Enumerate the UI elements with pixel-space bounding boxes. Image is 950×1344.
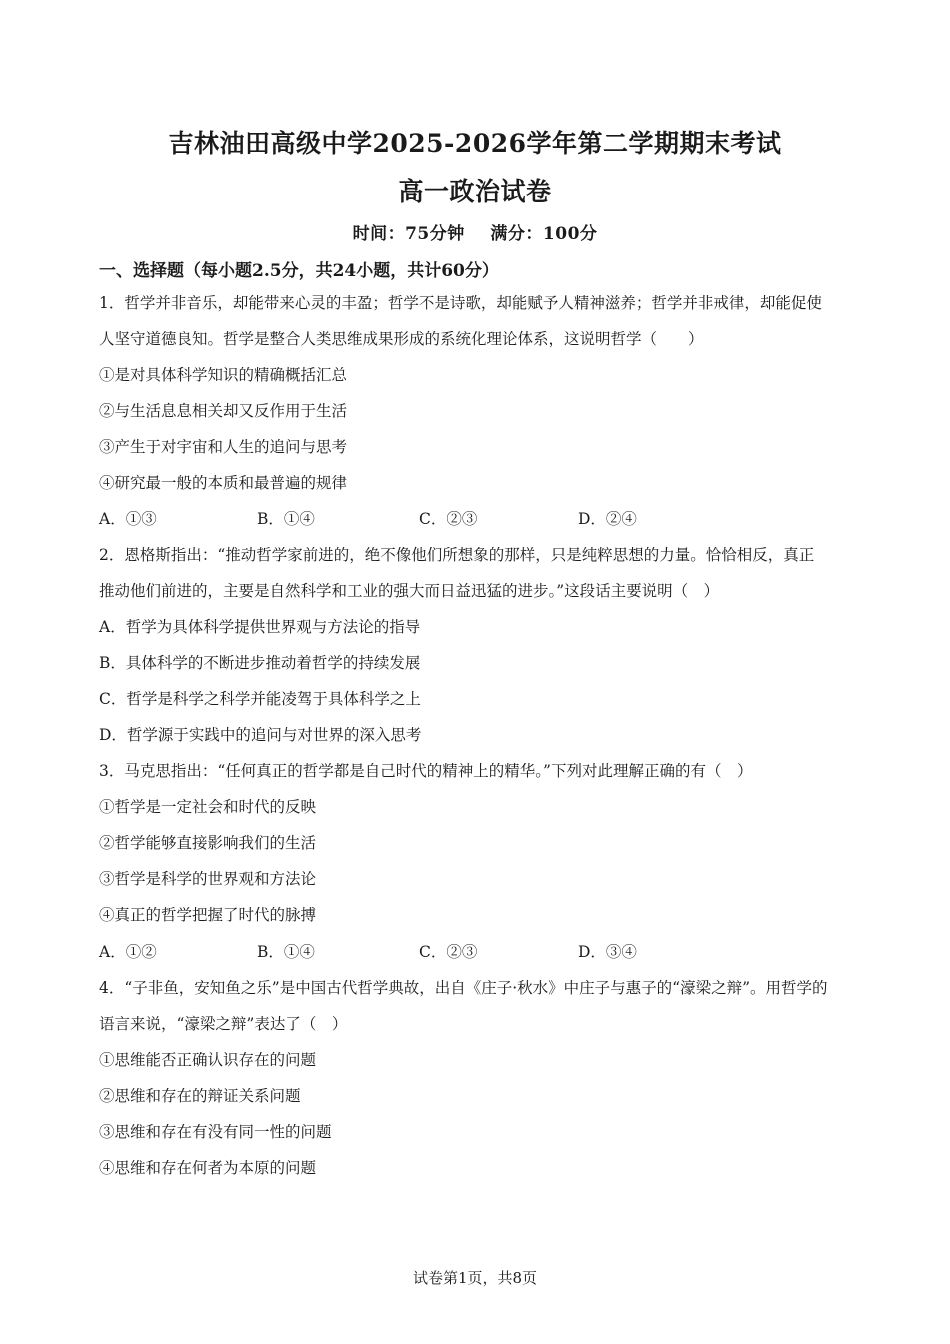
question-3-options [99,942,859,962]
exam-subtitle: 高一政治试卷 [398,177,552,206]
option-b: B．①④ [257,510,315,528]
question-3-item-3: ③哲学是科学的世界观和方法论 [99,870,317,888]
question-2-stem-line2: 推动他们前进的，主要是自然科学和工业的强大而日益迅猛的进步。”这段话主要说明（ ） [99,582,720,600]
question-4-stem-line2: 语言来说，“濠梁之辩”表达了（ ） [99,1015,348,1033]
option-d: D．②④ [578,510,637,528]
question-2-option-c: C．哲学是科学之科学并能凌驾于具体科学之上 [99,690,421,708]
question-3-item-1: ①哲学是一定社会和时代的反映 [99,798,317,816]
question-3-item-2: ②哲学能够直接影响我们的生活 [99,834,317,852]
question-2-option-a: A．哲学为具体科学提供世界观与方法论的指导 [99,618,421,636]
question-2-option-b: B．具体科学的不断进步推动着哲学的持续发展 [99,654,421,672]
exam-title: 吉林油田高级中学2025-2026学年第二学期期末考试 [168,129,782,158]
option-a: A．①③ [99,510,157,528]
page-footer: 试卷第1页，共8页 [412,1269,538,1287]
option-b: B．①④ [257,943,315,961]
question-2-option-d: D．哲学源于实践中的追问与对世界的深入思考 [99,726,422,744]
option-a: A．①② [99,943,157,961]
question-4-item-1: ①思维能否正确认识存在的问题 [99,1051,317,1069]
question-1-item-2: ②与生活息息相关却又反作用于生活 [99,402,348,420]
question-4-item-3: ③思维和存在有没有同一性的问题 [99,1123,332,1141]
question-4-stem-line1: 4．“子非鱼，安知鱼之乐”是中国古代哲学典故，出自《庄子·秋水》中庄子与惠子的“濠梁之辩”。用哲学的 [99,979,828,997]
option-c: C．②③ [419,943,478,961]
question-1-item-1: ①是对具体科学知识的精确概括汇总 [99,366,348,384]
question-3-stem: 3．马克思指出：“任何真正的哲学都是自己时代的精神上的精华。”下列对此理解正确的有（ ） [99,762,753,780]
question-3-item-4: ④真正的哲学把握了时代的脉搏 [99,906,317,924]
option-c: C．②③ [419,510,478,528]
question-1-stem-line2: 人坚守道德良知。哲学是整合人类思维成果形成的系统化理论体系，这说明哲学（ ） [99,330,704,348]
question-1-stem-line1: 1．哲学并非音乐，却能带来心灵的丰盈；哲学不是诗歌，却能赋予人精神滋养；哲学并非戒律，却能促使 [99,294,822,312]
question-1-options [99,509,859,529]
question-4-item-4: ④思维和存在何者为本原的问题 [99,1159,317,1177]
question-1-item-4: ④研究最一般的本质和最普遍的规律 [99,474,348,492]
question-4-item-2: ②思维和存在的辩证关系问题 [99,1087,301,1105]
question-1-item-3: ③产生于对宇宙和人生的追问与思考 [99,438,348,456]
option-d: D．③④ [578,943,637,961]
question-2-stem-line1: 2．恩格斯指出：“推动哲学家前进的，绝不像他们所想象的那样，只是纯粹思想的力量。恰恰相反，真正 [99,546,815,564]
section-heading: 一、选择题（每小题2.5分，共24小题，共计60分） [99,261,499,281]
exam-info: 时间：75分钟 满分：100分 [352,224,598,244]
